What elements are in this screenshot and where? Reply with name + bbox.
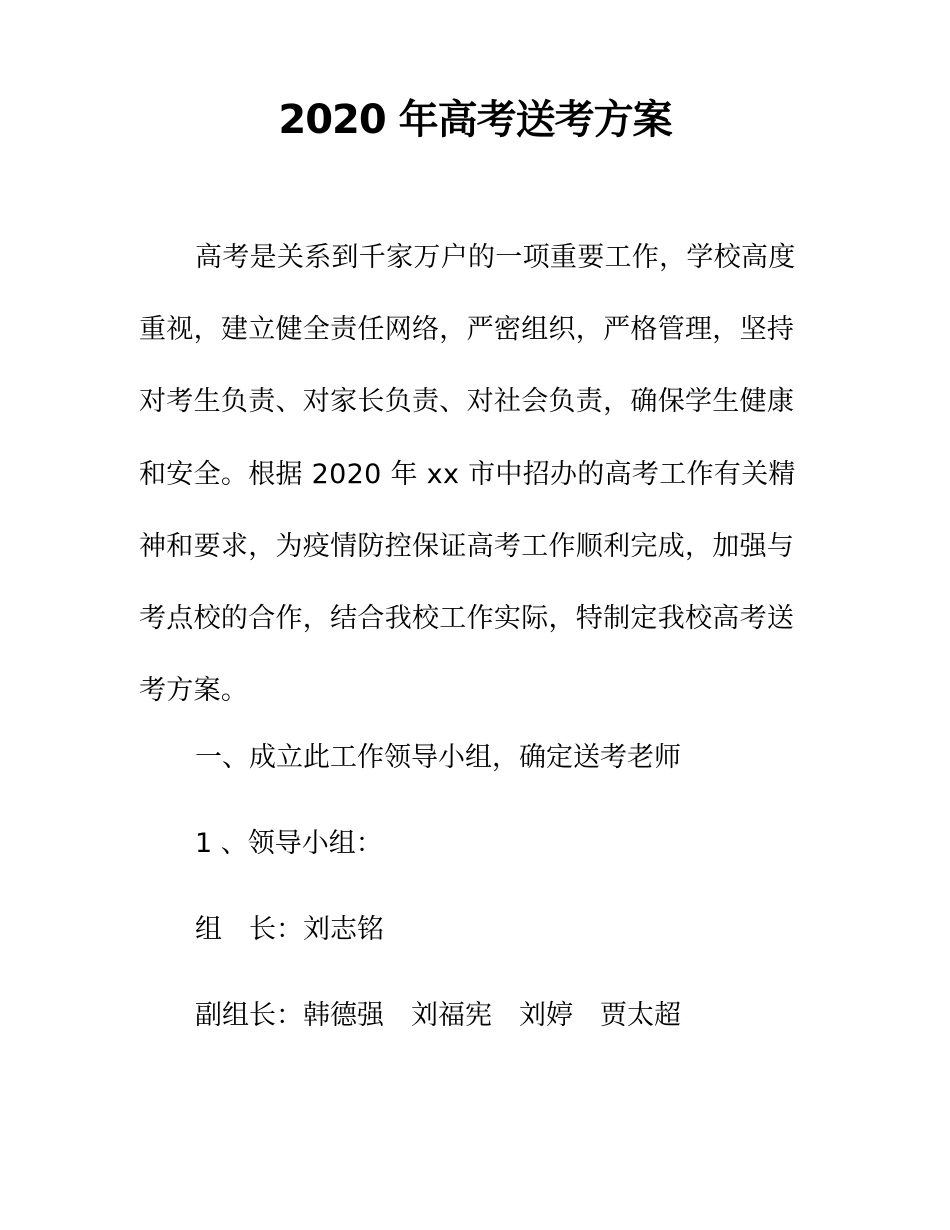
deputy-leader-line: 副组长：韩德强 刘福宪 刘婷 贾太超 (195, 1000, 681, 1031)
intro-paragraph: 高考是关系到千家万户的一项重要工作，学校高度重视，建立健全责任网络，严密组织，严格管理，坚持对考生负责、对家长负责、对社会负责，确保学生健康和安全。根据 2020 年 xx 市中招办的高考工作有关精神和要求，为疫情防控保证高考工作顺利完成，加强与考点校的合作，结合我校工作实际，特制定我校高考送考方案。 (139, 242, 796, 707)
subsection-heading: 1 、领导小组： (195, 828, 383, 859)
group-leader-line: 组 长：刘志铭 (195, 914, 384, 945)
document-title: 2020 年高考送考方案 (278, 97, 672, 143)
section-heading: 一、成立此工作领导小组，确定送考老师 (195, 742, 681, 773)
